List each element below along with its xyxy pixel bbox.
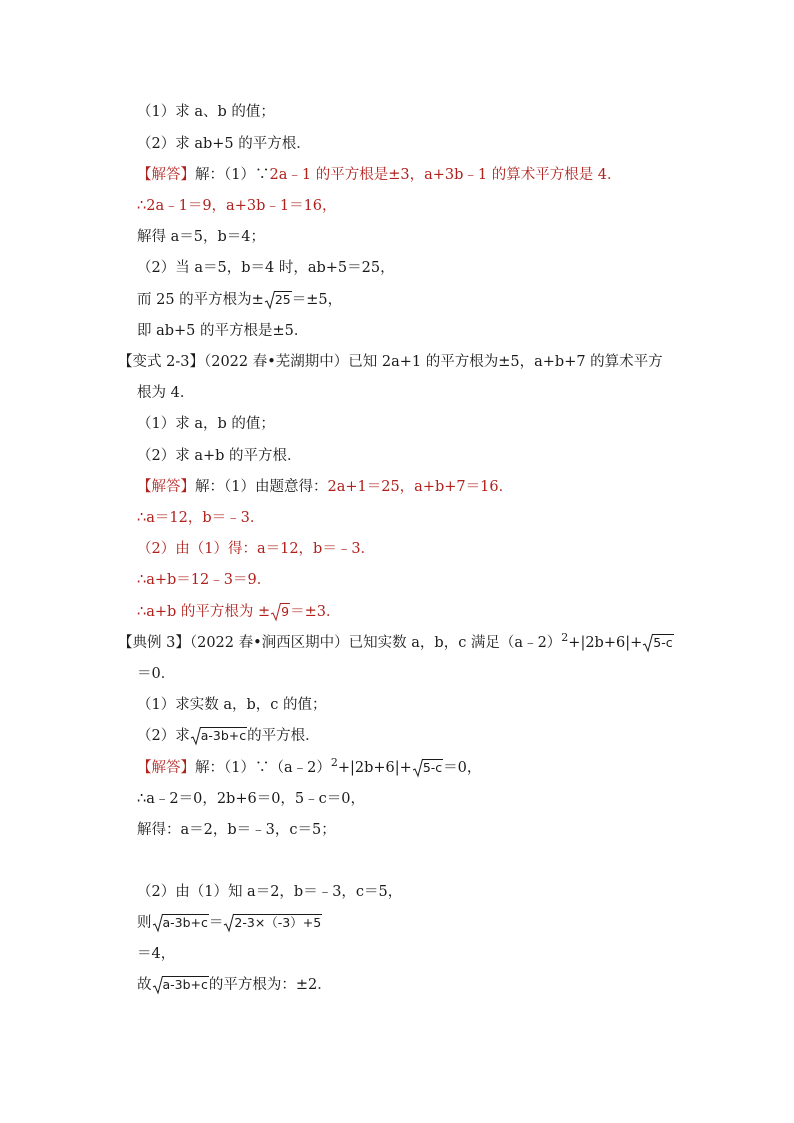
sqrt-symbol: [224, 913, 322, 933]
text-segment: 故: [137, 977, 152, 993]
solution-line: 解得 a＝5，b＝4；: [137, 229, 265, 245]
radicand: 9: [281, 604, 290, 619]
solution-line: [137, 290, 342, 310]
answer-lead: 解：（1）∵（a﹣2）: [195, 760, 331, 776]
answer-line: [137, 477, 513, 497]
solution-line: [137, 975, 332, 995]
text-segment: ＝±3．: [290, 604, 341, 620]
answer-tag: 【解答】: [137, 479, 195, 495]
solution-line: （2）当 a＝5，b＝4 时，ab+5＝25，: [137, 260, 395, 276]
answer-line: [137, 758, 481, 779]
superscript: 2: [561, 631, 569, 644]
text-segment: 的平方根为：±2．: [208, 977, 332, 993]
answer-tag: 【解答】: [137, 760, 195, 776]
text-segment: ∴a+b 的平方根为 ±: [137, 604, 271, 620]
radicand: 5-c: [653, 635, 673, 650]
answer-lead: 解：（1）由题意得：: [195, 479, 328, 495]
answer-tag: 【解答】: [137, 167, 195, 183]
solution-line: ∴a＝12，b＝﹣3．: [137, 510, 265, 526]
problem-tag: 【典例 3】: [118, 635, 190, 651]
text-segment: （2）求: [137, 728, 190, 744]
text-segment: ＝0，: [443, 760, 482, 776]
answer-line: [137, 165, 622, 185]
text-segment: 则: [137, 915, 152, 931]
solution-line: （2）由（1）得：a＝12，b＝﹣3．: [137, 541, 376, 557]
question-1: （1）求 a、b 的值；: [137, 104, 275, 120]
solution-line: 即 ab+5 的平方根是±5．: [137, 323, 309, 339]
text-segment: ＝±5，: [291, 292, 343, 308]
radicand: 25: [274, 292, 291, 307]
solution-line: ＝4，: [137, 946, 176, 962]
sqrt-symbol: [643, 633, 673, 653]
question-2: [137, 726, 320, 746]
radicand: a-3b+c: [162, 915, 208, 930]
question-1: （1）求实数 a，b，c 的值；: [137, 697, 327, 713]
radicand: a-3b+c: [162, 977, 208, 992]
sqrt-symbol: [153, 975, 209, 995]
problem-text-cont: 根为 4．: [137, 385, 195, 401]
problem-text: +|2b+6|+: [568, 635, 643, 651]
sqrt-symbol: [191, 726, 247, 746]
problem-text: （2022 春•芜湖期中）已知 2a+1 的平方根为±5，a+b+7 的算术平方: [203, 354, 663, 370]
sqrt-symbol: [153, 913, 209, 933]
radicand: 2-3×（-3）+5: [234, 915, 322, 930]
text-segment: 而 25 的平方根为±: [137, 292, 264, 308]
solution-line: [137, 602, 341, 622]
solution-line: 解得：a＝2，b＝﹣3，c＝5；: [137, 822, 336, 838]
answer-text: 2a+1＝25，a+b+7＝16．: [327, 479, 514, 495]
solution-line: （2）由（1）知 a＝2，b＝﹣3，c＝5，: [137, 884, 403, 900]
answer-text: 2a﹣1 的平方根是±3，a+3b﹣1 的算术平方根是 4．: [269, 167, 622, 183]
text-segment: ＝: [208, 915, 224, 931]
solution-line: ∴a+b＝12﹣3＝9．: [137, 572, 272, 588]
problem-text-cont: ＝0．: [137, 666, 176, 682]
text-segment: +|2b+6|+: [337, 760, 412, 776]
question-2: （2）求 ab+5 的平方根．: [137, 136, 311, 152]
sqrt-symbol: [413, 758, 443, 778]
problem-text: （2022 春•涧西区期中）已知实数 a，b，c 满足（a﹣2）: [189, 635, 562, 651]
problem-tag: 【变式 2-3】: [118, 354, 204, 370]
text-segment: 的平方根．: [247, 728, 320, 744]
superscript: 2: [330, 756, 338, 769]
answer-lead: 解：（1）∵: [195, 167, 270, 183]
radicand: a-3b+c: [200, 728, 247, 743]
sqrt-symbol: [271, 602, 290, 622]
problem-header: [118, 352, 663, 372]
question-1: （1）求 a，b 的值；: [137, 416, 275, 432]
solution-line: ∴a﹣2＝0，2b+6＝0，5﹣c＝0，: [137, 791, 365, 807]
sqrt-symbol: [265, 290, 292, 310]
question-2: （2）求 a+b 的平方根．: [137, 448, 302, 464]
problem-header: [118, 633, 674, 654]
radicand: 5-c: [422, 760, 443, 775]
solution-line: [137, 913, 322, 933]
solution-line: ∴2a﹣1＝9，a+3b﹣1＝16，: [137, 198, 337, 214]
